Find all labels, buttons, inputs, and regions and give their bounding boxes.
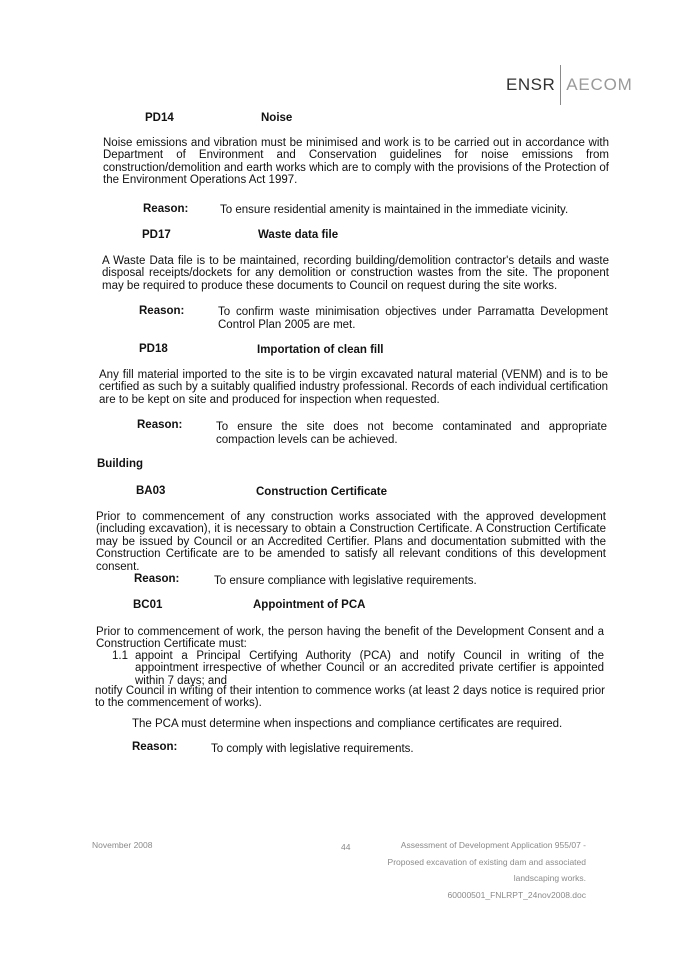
bc01-reason: To comply with legislative requirements.: [211, 743, 414, 755]
bc01-notify-text: notify Council in writing of their intention to commence works (at least 2 days notice is required prior to the commencement of works).: [95, 685, 605, 710]
footer-line-1: Assessment of Development Application 955/07 -: [400, 840, 586, 850]
footer-line-4: 60000501_FNLRPT_24nov2008.doc: [447, 889, 586, 900]
footer-date: November 2008: [92, 840, 153, 850]
pd18-reason-label: Reason:: [137, 419, 183, 431]
pd17-reason: To confirm waste minimisation objectives under Parramatta Development Control Plan 2005 are met.: [218, 306, 608, 331]
logo-ensr: ENSR: [506, 75, 556, 94]
pd14-reason: To ensure residential amenity is maintained in the immediate vicinity.: [220, 204, 569, 216]
pd14-code: PD14: [145, 112, 174, 124]
bc01-reason-label: Reason:: [132, 741, 178, 753]
footer-line-3: landscaping works.: [513, 873, 586, 883]
pd17-reason-label: Reason:: [139, 305, 185, 317]
bc01-pca-note: The PCA must determine when inspections and compliance certificates are required.: [132, 718, 563, 730]
footer-document-info: [360, 837, 586, 903]
bc01-intro: Prior to commencement of work, the person having the benefit of the Development Consent and a Construction Certificate must:: [96, 626, 604, 651]
pd17-title: Waste data file: [258, 229, 339, 241]
footer-line-2: Proposed excavation of existing dam and associated: [387, 856, 586, 867]
ba03-code: BA03: [136, 485, 166, 497]
bc01-title: Appointment of PCA: [253, 599, 366, 611]
footer-page-number: 44: [341, 842, 351, 852]
bc01-item-text: appoint a Principal Certifying Authority (PCA) and notify Council in writing of the appointment irrespective of whether Council or an accredited private certifier is appointed within 7 days; and: [135, 650, 604, 687]
bc01-item-number: 1.1: [112, 650, 128, 662]
pd18-text: Any fill material imported to the site is to be virgin excavated natural material (VENM) and is to be certified as such by a suitably qualified industry professional. Records of each individual certification are to be kept on site and produced for inspection when requested.: [99, 369, 608, 406]
section-heading-building: Building: [97, 458, 143, 470]
logo-divider: [560, 65, 561, 105]
ba03-text: Prior to commencement of any construction works associated with the approved development (including excavation), it is necessary to obtain a Construction Certificate. A Construction Certificate may be issued by Council or an Accredited Certifier. Plans and documentation submitted with the Construction Certificate are to be amended to satisfy all relevant conditions of this development consent.: [96, 511, 606, 573]
ba03-title: Construction Certificate: [256, 486, 387, 498]
bc01-code: BC01: [133, 599, 163, 611]
ba03-reason-label: Reason:: [134, 573, 180, 585]
pd14-text: Noise emissions and vibration must be minimised and work is to be carried out in accordance with Department of Environment and Conservation guidelines for noise emissions from construction/demolition and earth works which are to comply with the provisions of the Protection of the Environment Operations Act 1997.: [103, 137, 609, 187]
pd14-title: Noise: [261, 112, 293, 124]
pd14-reason-label: Reason:: [143, 203, 189, 215]
pd18-reason: To ensure the site does not become contaminated and appropriate compaction levels can be achieved.: [216, 421, 607, 446]
pd18-code: PD18: [139, 343, 168, 355]
company-logo: [506, 70, 633, 100]
logo-aecom: AECOM: [566, 75, 633, 94]
pd17-code: PD17: [142, 229, 171, 241]
pd17-text: A Waste Data file is to be maintained, recording building/demolition contractor's details and waste disposal receipts/dockets for any demolition or construction wastes from the site. The proponent may be required to produce these documents to Council on request during the site works.: [102, 255, 609, 292]
ba03-reason: To ensure compliance with legislative requirements.: [214, 575, 477, 587]
pd18-title: Importation of clean fill: [257, 344, 384, 356]
